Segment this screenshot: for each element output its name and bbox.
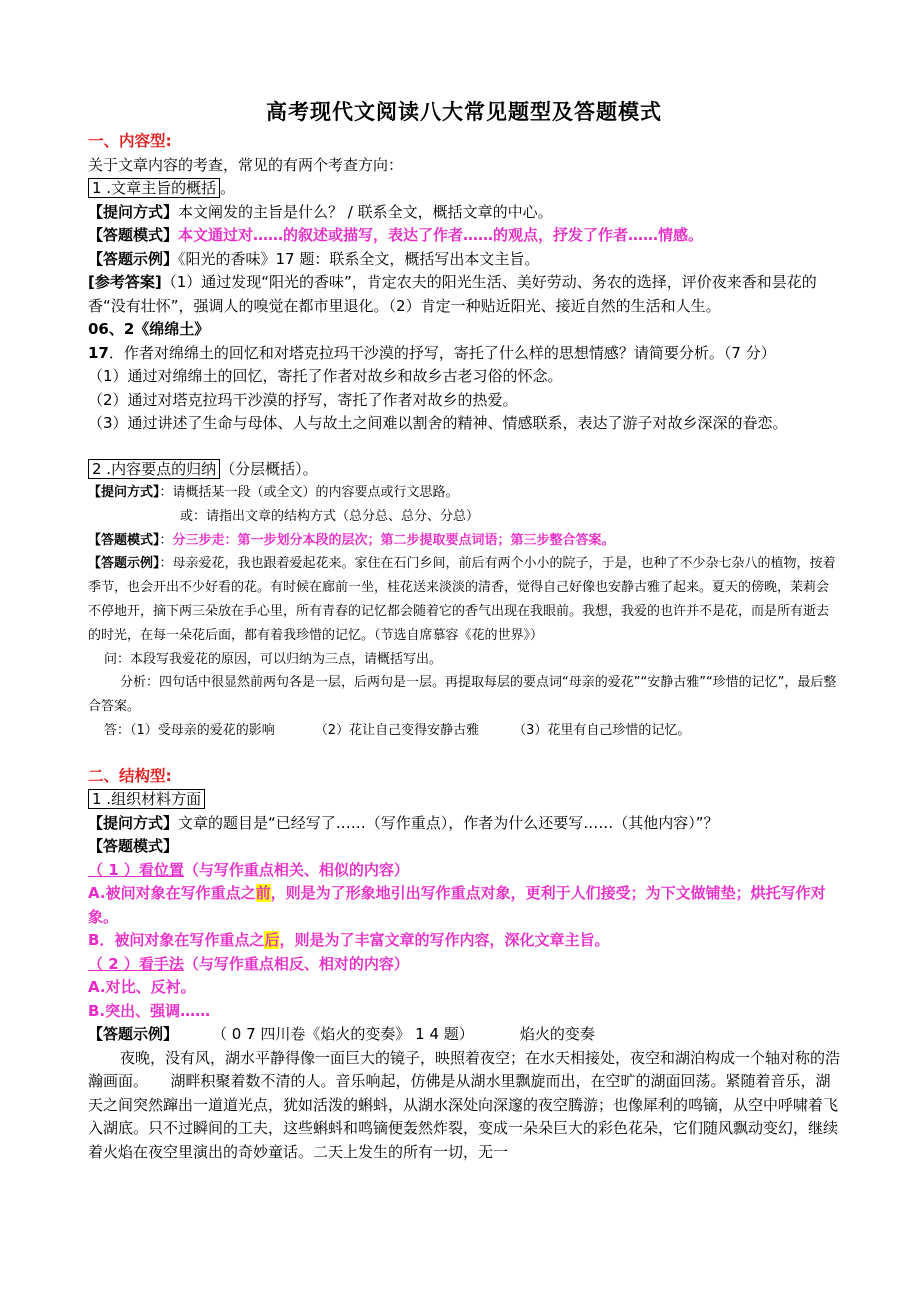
question-text: 问：本段写我爱花的原因，可以归纳为三点，请概括写出。 xyxy=(104,651,443,667)
source-line: 06、2《绵绵土》 xyxy=(88,320,210,338)
question-17-text: ．作者对绵绵土的回忆和对塔克拉玛干沙漠的抒写，寄托了什么样的思想情感？请简要分析。（7 分） xyxy=(108,343,776,362)
rule-b: B．被问对象在写作重点之后，则是为了丰富文章的写作内容，深化文章主旨。 xyxy=(88,931,610,950)
ask-line: 【提问方式】本文阐发的主旨是什么？ / 联系全文，概括文章的中心。 xyxy=(88,202,553,221)
technique-a: A.对比、反衬。 xyxy=(88,978,196,997)
technique-b: B.突出、强调…… xyxy=(88,1001,211,1020)
point-2-label: 2 .内容要点的归纳 xyxy=(88,459,220,479)
reference-answer: [参考答案]（1）通过发现“阳光的香味”，肯定农夫的阳光生活、美好劳动、务农的选择，评价夜来香和昙花的香“没有壮怀”，强调人的嗅觉在都市里退化。（2）肯定一种贴近阳光、接近自然的生活和人生。 xyxy=(88,273,817,315)
ask-line-2: 【提问方式】：请概括某一段（或全文）的内容要点或行文思路。 xyxy=(88,485,459,500)
look-position: （ 1 ）看位置（与写作重点相关、相似的内容） xyxy=(88,860,409,879)
mode-line-2: 【答题模式】：分三步走：第一步划分本段的层次；第二步提取要点词语；第三步整合答案。 xyxy=(88,532,615,548)
section-heading-structure: 二、结构型: xyxy=(88,766,172,785)
passage-text: 夜晚，没有风，湖水平静得像一面巨大的镜子，映照着夜空；在水天相接处，夜空和湖泊构成一个轴对称的浩瀚画面。 湖畔积聚着数不清的人。音乐响起，仿佛是从湖水里飘旋而出，在空旷的湖面回荡。紧随着音乐，湖天之间突然蹿出一道道光点，犹如活泼的蝌蚪，从湖水深处向深邃的夜空腾游；也像犀利的鸣镝，从空中呼啸着飞入湖底。只不过瞬间的工夫，这些蝌蚪和鸣镝便轰然炸裂，变成一朵朵巨大的彩色花朵，它们随风飘动变幻，继续着火焰在夜空里演出的奇妙童话。二天上发生的所有一切，无一 xyxy=(88,1048,841,1161)
mode-tag: 【答题模式】 xyxy=(88,226,179,244)
section-heading-content: 一、内容型: xyxy=(88,132,172,150)
document-page xyxy=(88,96,840,1164)
answer-3: （3）通过讲述了生命与母体、人与故土之间难以割舍的精神、情感联系，表达了游子对故乡深深的眷恋。 xyxy=(88,414,788,432)
mode-line: 【答题模式】本文通过对……的叙述或描写，表达了作者……的观点，抒发了作者……情感。 xyxy=(88,226,704,244)
page-title: 高考现代文阅读八大常见题型及答题模式 xyxy=(266,100,662,124)
ask-tag-3: 【提问方式】 xyxy=(88,813,179,832)
look-technique: （ 2 ）看手法（与写作重点相反、相对的内容） xyxy=(88,954,409,973)
example-paragraph: 【答题示例】：母亲爱花，我也跟着爱起花来。家住在石门乡间，前后有两个小小的院子，于是，也种了不少杂七杂八的植物，按着季节，也会开出不少好看的花。有时候在廊前一坐，桂花送来淡淡的清香，觉得自己好像也安静古雅了起来。夏天的傍晚，茉莉会不停地开，摘下两三朵放在手心里，所有青春的记忆都会随着它的香气出现在我眼前。我想，我爱的也许并不是花，而是所有逝去的时光，在每一朵花后面，都有着我珍惜的记忆。（节选自席慕容《花的世界》） xyxy=(88,556,836,643)
highlight-before: 前 xyxy=(255,884,271,903)
ask-tag-2: 【提问方式】 xyxy=(88,485,160,500)
answer-1: （1）通过对绵绵土的回忆，寄托了作者对故乡和故乡古老习俗的怀念。 xyxy=(88,367,563,385)
ask-line-2b: 或：请指出文章的结构方式（总分总、总分、分总） xyxy=(180,508,480,524)
example-tag: 【答题示例】 xyxy=(88,249,179,268)
structure-point-1 xyxy=(88,788,840,812)
point-1-label: 1 .文章主旨的概括 xyxy=(88,178,220,198)
intro-text: 关于文章内容的考查，常见的有两个考查方向： xyxy=(88,155,404,174)
mode-tag-2: 【答题模式】 xyxy=(88,532,160,548)
answer-line: 答：（1）受母亲的爱花的影响 （2）花让自己变得安静古雅 （3）花里有自己珍惜的记忆。 xyxy=(104,722,691,738)
point-2-heading: 2 .内容要点的归纳 （分层概括）。 xyxy=(88,458,840,482)
reference-tag: [参考答案] xyxy=(88,273,162,291)
answer-2: （2）通过对塔克拉玛干沙漠的抒写，寄托了作者对故乡的热爱。 xyxy=(88,390,518,409)
example-tag-3: 【答题示例】 xyxy=(88,1025,179,1044)
point-1-heading: 1 .文章主旨的概括 。 xyxy=(88,177,840,201)
rule-a: A.被问对象在写作重点之前，则是为了形象地引出写作重点对象，更利于人们接受；为下文做铺垫；烘托写作对象。 xyxy=(88,884,826,926)
example-tag-2: 【答题示例】 xyxy=(88,556,160,572)
structure-point-1-label: 1 .组织材料方面 xyxy=(88,789,205,809)
analysis-text: 分析：四句话中很显然前两句各是一层，后两句是一层。再提取每层的要点词“母亲的爱花”“安静古雅”“珍惜的记忆”，最后整合答案。 xyxy=(88,675,837,715)
ask-tag: 【提问方式】 xyxy=(88,202,179,221)
question-17: 17．作者对绵绵土的回忆和对塔克拉玛干沙漠的抒写，寄托了什么样的思想情感？请简要分析。（7 分） xyxy=(88,343,776,362)
mode-tag-3: 【答题模式】 xyxy=(88,837,179,856)
ask-line-3: 【提问方式】文章的题目是“已经写了……（写作重点），作者为什么还要写……（其他内容）”？ xyxy=(88,813,719,832)
example-line: 【答题示例】《阳光的香味》17 题：联系全文，概括写出本文主旨。 xyxy=(88,249,540,268)
highlight-after: 后 xyxy=(264,931,280,950)
example-line-3: 【答题示例】 （ 0 7 四川卷《焰火的变奏》 1 4 题） 焰火的变奏 xyxy=(88,1025,595,1044)
